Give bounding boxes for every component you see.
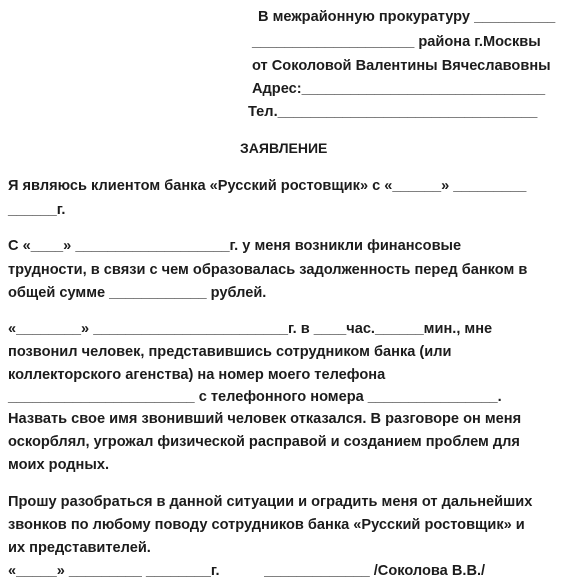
p3-line-3: коллекторского агенства) на номер моего телефона	[8, 367, 386, 383]
header-line-prosecutor: В межрайонную прокуратуру __________	[258, 9, 556, 25]
p3-line-2: позвонил человек, представившись сотрудником банка (или	[8, 344, 452, 360]
p4-line-3: их представителей.	[8, 540, 151, 556]
signature-date-line: «_____» _________ ________г. _____________ /Соколова В.В./	[8, 563, 486, 579]
header-line-from: от Соколовой Валентины Вячеславовны	[252, 58, 551, 74]
header-line-phone: Тел.________________________________	[248, 104, 538, 120]
p3-line-5: Назвать свое имя звонивший человек отказался. В разговоре он меня	[8, 411, 522, 427]
p3-line-7: моих родных.	[8, 457, 110, 473]
p2-line-3: общей сумме ____________ рублей.	[8, 285, 267, 301]
p1-line-2: ______г.	[8, 202, 66, 218]
p2-line-1: С «____» ___________________г. у меня возникли финансовые	[8, 238, 462, 254]
p4-line-1: Прошу разобраться в данной ситуации и оградить меня от дальнейших	[8, 494, 533, 510]
header-line-district: ____________________ района г.Москвы	[252, 34, 541, 50]
p3-line-1: «________» ________________________г. в ____час.______мин., мне	[8, 321, 493, 337]
header-line-address: Адрес:______________________________	[252, 81, 546, 97]
p2-line-2: трудности, в связи с чем образовалась задолженность перед банком в	[8, 262, 528, 278]
p4-line-2: звонков по любому поводу сотрудников банка «Русский ростовщик» и	[8, 517, 525, 533]
p3-line-4: _______________________ с телефонного номера ________________.	[8, 389, 502, 405]
document-title: ЗАЯВЛЕНИЕ	[240, 140, 328, 156]
p3-line-6: оскорблял, угрожал физической расправой и созданием проблем для	[8, 434, 520, 450]
p1-line-1: Я являюсь клиентом банка «Русский ростовщик» с «______» _________	[8, 178, 527, 194]
